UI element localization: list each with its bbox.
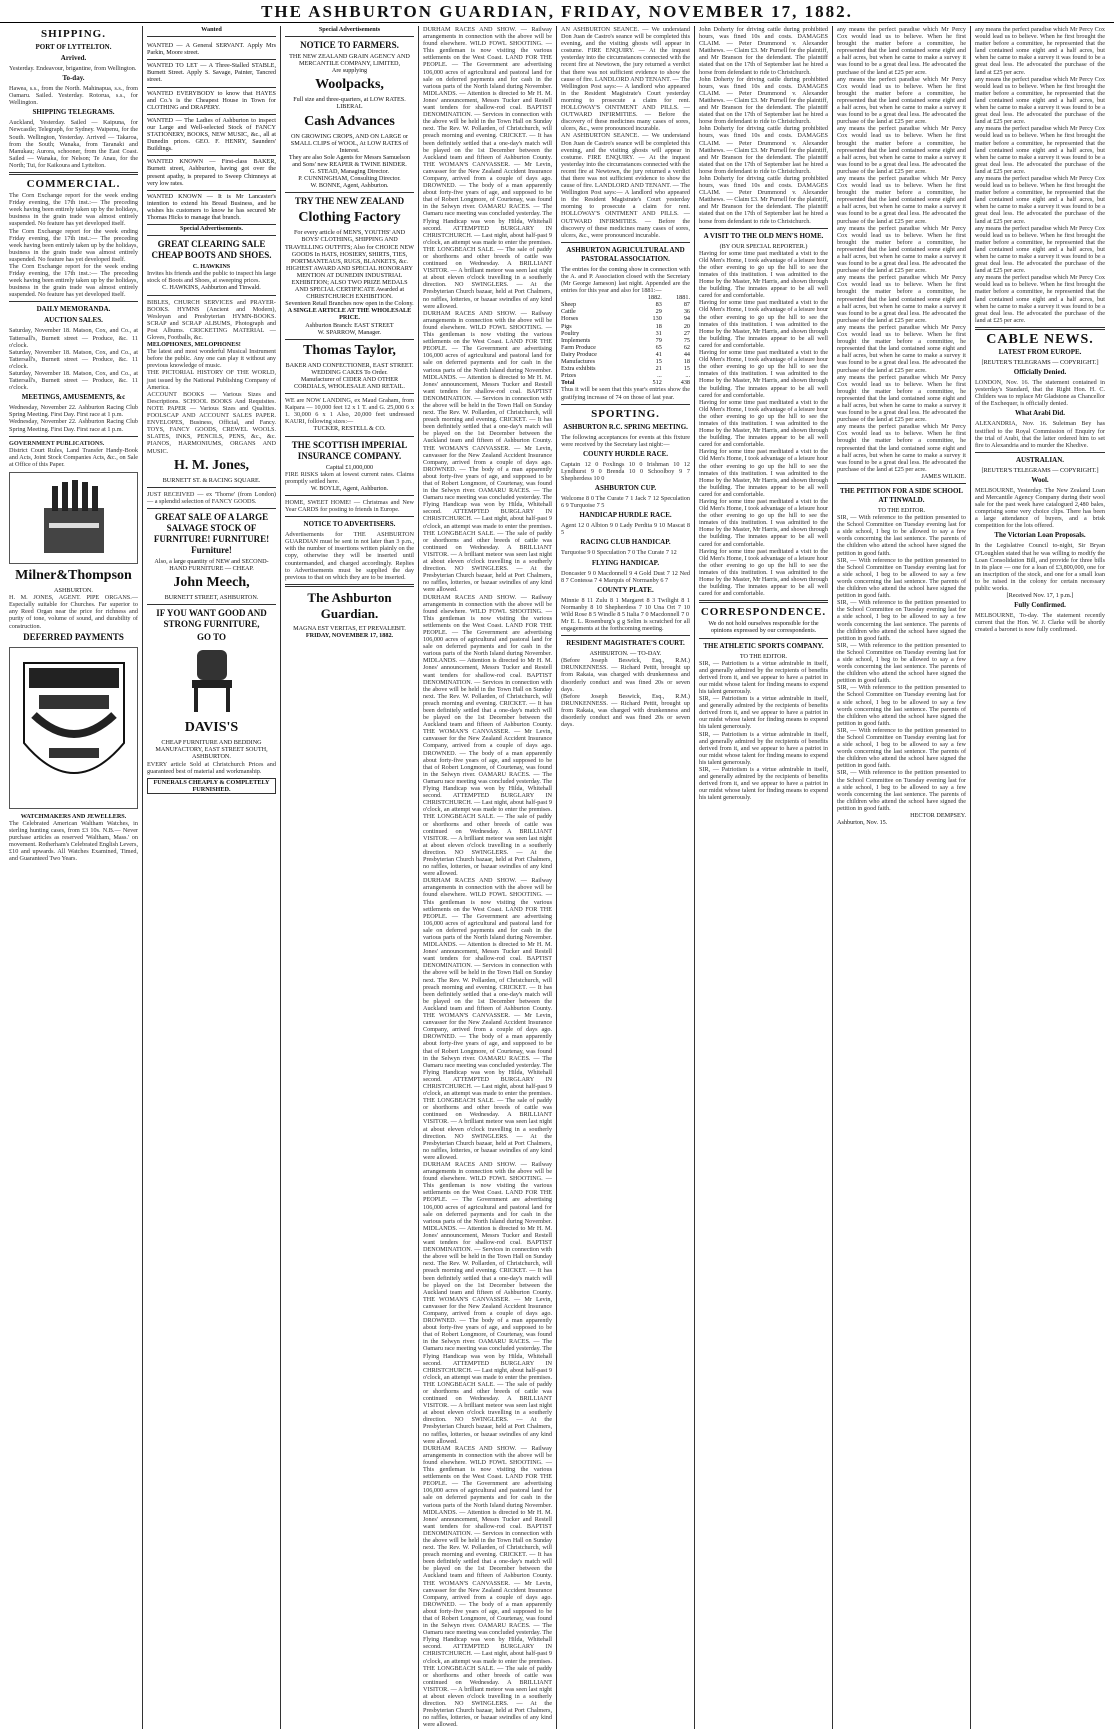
entries-cell-y1882: 83 (655, 301, 662, 309)
news-text-6b: John Doherty for driving cattle during prohibited hours, was fined 10s and costs. DAMAGES CLAIM. — Peter Drummond v. Alexander Matthews. — Claim £3. Mr Purnell for the plaintiff, and Mr Branson for the defendant. The plaintiff stated that on the 17th of September last he hired a horse from defendant to ride to Christchurch. (699, 75, 828, 126)
visit-text-e: Having for some time past meditated a visit to the Old Men's Home, I took advantage of a leisure hour the other evening to go up the hill to see the inmates of this institution. I was admitted to the Home by the Master, Mr Harris, and shown through the building. The inmates appear to be all well cared for and comfortable. (699, 448, 828, 498)
racing-text: Turquoise 9 0 Speculation 7 0 The Curate 7 12 (561, 549, 677, 557)
tucker: TUCKER, RESTELL & CO. (313, 425, 386, 433)
handicap-heading: HANDICAP HURDLE RACE. (579, 511, 672, 520)
entries-cell-name: Prizes (561, 372, 577, 380)
court-sub: ASHBURTON. — TO-DAY. (589, 650, 662, 658)
wanted-ad-6: WANTED KNOWN — It is Mr Lancaster's intention to extend his Bread Business, and he wishes his customers to know he has secured Mr Thomas Hicks to manage that branch. (147, 191, 276, 225)
entries-cell-y1881: 20 (683, 322, 690, 330)
news-text-7b: any means the perfect paradise which Mr Percy Cox would lead us to believe. When he first brought the matter before a committee, he represented that the land contained some eight and a half acres, but when he came to make a survey it was found to be a great deal less. He advocated the purchase of the land at £25 per acre. (837, 75, 966, 126)
adams-logo (9, 647, 138, 809)
auction-text-2: Saturday, November 18. Matson, Cox, and Co., at Tattersall's, Burnett street — Produce, &c. 11 o'clock. (9, 348, 138, 370)
athletic-to: TO THE EDITOR. (739, 652, 788, 660)
auction-text: Saturday, November 18. Matson, Cox, and Co., at Tattersall's, Burnett street — Produce, &c. 11 o'clock. (9, 327, 138, 349)
retail-text: Seventeen Retail Branches now open in the Colony. (285, 300, 414, 308)
entries-cell-y1881: 94 (683, 315, 690, 323)
newspaper-title: THE ASHBURTON GUARDIAN, FRIDAY, NOVEMBER 17, 1882. (261, 2, 853, 21)
entries-cell-y1881: 15 (683, 365, 690, 373)
news-text-8a: any means the perfect paradise which Mr Percy Cox would lead us to believe. When he first brought the matter before a committee, he represented that the land contained some eight and a half acres, but when he came to make a survey it was found to be a great deal less. He advocated the purchase of the land at £25 per acre. (975, 26, 1105, 76)
total-1881: 438 (680, 379, 690, 387)
wedding: WEDDING CAKES To Order. (311, 368, 388, 376)
agr-text: The entries for the coming show in connection with the A. and P. Association closed with the Secretary (Mr George Jameson) last night. Appended are the entries for this year and also for 1881:— (561, 265, 690, 295)
visit-text-b: Having for some time past meditated a visit to the Old Men's Home, I took advantage of a leisure hour the other evening to go up the hill to see the inmates of this institution. I was admitted to the Home by the Master, Mr Harris, and shown through the building. The inmates appear to be all well cared for and comfortable. (699, 299, 828, 349)
visit-text-d: Having for some time past meditated a visit to the Old Men's Home, I took advantage of a leisure hour the other evening to go up the hill to see the inmates of this institution. I was admitted to the Home by the Master, Mr Harris, and shown through the building. The inmates appear to be all well cared for and comfortable. (699, 398, 828, 449)
entries-head-b: 1882. (647, 294, 662, 302)
news-text-f: DURHAM RACES AND SHOW. — Railway arrangements in connection with the above will be found elsewhere. WILD FOWL SHOOTING. — This gentleman is now visiting the various settlements on the West Coast. LAND FOR THE PEOPLE. — The Government are advertising 106,000 acres of agricultural and pastoral land for sale on deferred payments and for cash in the various parts of the North Island during November. MIDLANDS. — Attention is directed to Mr H. M. Jones' announcement, Messrs Tucker and Restell want tenders for shallow-rod coal. BAPTIST DENOMINATION. — Services in connection with the above will be held in the Town Hall on Sunday next. The Rev. W. Pollarden, of Christchurch, will preach morning and evening. CRICKET. — It has been definitely settled that a one-day's match will be played on the 1st December between the Auckland team and fifteen of Ashburton County. THE WOMAN'S CANVASSER. — Mr Levin, canvasser for the New Zealand Accident Insurance Company, arrived from a couple of days ago. DROWNED. — The body of a man apparently about forty-five years of age, and supposed to be that of Robert Longmore, of Courtenay, was found in the Selwyn river. OAMARU RACES. — The Oamaru race meeting was concluded yesterday. The Flying Handicap was won by Hilda, Whitehall second. ATTEMPTED BURGLARY IN CHRISTCHURCH. — Last night, about half-past 9 o'clock, an attempt was made to enter the premises. THE LONGBEACH SALE. — The sale of paddy or shorthorns and other breeds of cattle was continued on Wednesday. A BRILLIANT VISITOR. — A brilliant meteor was seen last night at about eleven o'clock travelling in a southerly direction. NO SWINGLERS. — At the Presbyterian Church bazaar, held at Port Chalmers, no raffles, lotteries, or bazaar swindles of any kind were allowed. (423, 1444, 552, 1729)
jones-sub: BURNETT ST. & RACING SQUARE. (162, 476, 261, 484)
crops-text: ON GROWING CROPS, AND ON LARGE or SMALL CLIPS of WOOL, At LOW RATES of Interest. (290, 132, 409, 154)
entries-cell-y1881: 36 (683, 308, 690, 316)
entries-cell-name: Horses (561, 315, 579, 323)
deferred-heading: DEFERRED PAYMENTS (23, 631, 124, 642)
auction-text-3: Saturday, November 18. Matson, Cox, and Co., at Tattersall's, Burnett street — Produce, &c. 11 o'clock. (9, 370, 138, 392)
clothing-factory: Clothing Factory (298, 210, 401, 226)
news-text-8e: any means the perfect paradise which Mr Percy Cox would lead us to believe. When he first brought the matter before a committee, he represented that the land contained some eight and a half acres, but when he came to make a survey it was found to be a great deal less. He advocated the purchase of the land at £25 per acre. (975, 224, 1105, 275)
grain-agency: THE NEW ZEALAND GRAIN AGENCY AND MERCANTILE COMPANY, LIMITED, (289, 53, 410, 68)
page-columns (5, 26, 1109, 1729)
notice-adv: NOTICE TO ADVERTISERS. (303, 520, 396, 529)
woolpacks: Woolpacks, (315, 77, 384, 93)
hurdle-text: Captain 12 0 Foxlings 10 0 Irishman 10 12 Lyndhurst 9 0 Brenda 10 0 Schoolboy 9 7 Shepherdess 10 0 (561, 460, 690, 482)
petition-text-f: SIR, — With reference to the petition presented to the School Committee on Tuesday evening last for a side school, I beg to be allowed to say a few words concerning the last sentence. The parents of the children who attend the school have signed the petition in good faith. (837, 726, 966, 770)
racing-heading: RACING CLUB HANDICAP. (580, 538, 671, 547)
wool-text: MELBOURNE, Yesterday. The New Zealand Loan and Mercantile Agency Company during their wool sale for the past week have catalogued 2,480 bales, comprising some very choice clips. There has been a large attendance of buyers, and a brisk competition for the lots offered. (975, 486, 1105, 530)
news-text-6a: John Doherty for driving cattle during prohibited hours, was fined 10s and costs. DAMAGES CLAIM. — Peter Drummond v. Alexander Matthews. — Claim £3. Mr Purnell for the plaintiff, and Mr Branson for the defendant. The plaintiff stated that on the 17th of September last he hired a horse from defendant to ride to Christchurch. (699, 26, 828, 76)
entries-cell-y1882: 65 (655, 343, 662, 351)
entries-cell-y1882: 21 (655, 365, 662, 373)
masthead (0, 0, 1114, 23)
entries-row (561, 351, 690, 358)
cup-text: Welcome 8 0 The Curate 7 1 Jack 7 12 Speculation 6 9 Turquoise 7 5 (561, 495, 690, 510)
meetings-text-2: Wednesday, November 22. Ashburton Racing Club Spring Meeting. First Day. First race at 1 p.m. (9, 418, 138, 433)
column-3 (281, 26, 419, 1729)
wool-heading: Wool. (1031, 475, 1049, 484)
entries-row (561, 330, 690, 337)
column-7 (833, 26, 971, 1729)
denied-heading: Officially Denied. (1013, 368, 1067, 377)
entries-row (561, 344, 690, 351)
news-text-6d: John Doherty for driving cattle during prohibited hours, was fined 10s and costs. DAMAGES CLAIM. — Peter Drummond v. Alexander Matthews. — Claim £3. Mr Purnell for the plaintiff, and Mr Branson for the defendant. The plaintiff stated that on the 17th of September last he hired a horse from defendant to ride to Christchurch. (699, 174, 828, 225)
milner-text: H. M. JONES, AGENT. PIPE ORGANS.— Especially suitable for Churches. Far superior to any Reed Organ near the price for richness and purity of tone, volume of sound, and durability of construction. (9, 594, 138, 630)
chair-illustration (147, 645, 276, 717)
list-2: ACCOUNT BOOKS — Various Sizes and Descriptions. SCHOOL BOOKS And Requisites. NOTE PAPER — Various Sizes and Qualities. FOOLSCAP AND ACCOUNT SALES PAPER. ENVELOPES, Business, Official, and Fancy. TOYS, FANCY GOODS, CREWEL WOOLS. SLATES, INKS, PENCILS, PENS, &c., &c. PIANOS, HARMONIUMS, ORGANS AND MUSIC. (147, 390, 276, 455)
petition-text-a: SIR, — With reference to the petition presented to the School Committee on Tuesday evening last for a side school, I beg to be allowed to say a few words concerning the last sentence. The parents of the children who attend the school have signed the petition in good faith. (837, 514, 966, 557)
entries-row (561, 301, 690, 308)
port-heading: PORT OF LYTTELTON. (35, 43, 112, 51)
entries-head-row (561, 294, 690, 301)
fully-text: MELBOURNE, To-day. The statement recently current that the Hon. W. J. Clarke will be shortly created a baronet is now fully confirmed. (975, 612, 1105, 634)
meech-title: John Meech, (173, 575, 250, 591)
full-size: Full size and three-quarters, at LOW RATES. (293, 96, 406, 104)
petition-text-b: SIR, — With reference to the petition presented to the School Committee on Tuesday evening last for a side school, I beg to be allowed to say a few words concerning the last sentence. The parents of the children who attend the school have signed the petition in good faith. (837, 556, 966, 600)
petition-text-g: SIR, — With reference to the petition presented to the School Committee on Tuesday evening last for a side school, I beg to be allowed to say a few words concerning the last sentence. The parents of the children who attend the school have signed the petition in good faith. (837, 769, 966, 812)
column-2 (143, 26, 281, 1729)
entries-row (561, 315, 690, 322)
today-text: Hawea, s.s., from the North. Mahinapua, s.s., from Oamaru. Sailed. Yesterday. Rotorua, s.s., for Wellington. (9, 85, 138, 107)
news-text-8b: any means the perfect paradise which Mr Percy Cox would lead us to believe. When he first brought the matter before a committee, he represented that the land contained some eight and a half acres, but when he came to make a survey it was found to be a great deal less. He advocated the purchase of the land at £25 per acre. (975, 75, 1105, 126)
go-to: GO TO (197, 632, 226, 643)
date-line: FRIDAY, NOVEMBER 17, 1882. (305, 631, 394, 639)
entries-cell-name: Pigs (561, 322, 572, 330)
arabi-text: ALEXANDRIA, Nov. 16. Suleiman Bey has testified to the Royal Commission of Enquiry for the trial of Arabi, that the latter ordered him to set fire to Alexandria and to murder the Khedive. (975, 420, 1105, 449)
loan-text: In the Legislative Council to-night, Sir Bryan O'Loughlen stated that he was willing to modify the Loan Consolidation Bill, and provide for three bills in its place — one for a loan of £3,800,000, one for an inscription of the stock, and one for a small loan to be raised in the colony for certain necessary public works. (975, 542, 1105, 592)
funerals: FUNERALS CHEAPLY & COMPLETELY FURNISHED. (147, 778, 276, 794)
news-text-7h: any means the perfect paradise which Mr Percy Cox would lead us to believe. When he first brought the matter before a committee, he represented that the land contained some eight and a half acres, but when he came to make a survey it was found to be a great deal less. He advocated the purchase of the land at £25 per acre. (837, 373, 966, 424)
hawkins-name: C. HAWKINS (192, 263, 231, 271)
news-text-7c: any means the perfect paradise which Mr Percy Cox would lead us to believe. When he first brought the matter before a committee, he represented that the land contained some eight and a half acres, but when he came to make a survey it was found to be a great deal less. He advocated the purchase of the land at £25 per acre. (837, 125, 966, 175)
special-heading-3: Special Advertisements (318, 26, 381, 33)
total-name: Total (561, 379, 575, 387)
arrived-text: Yesterday. Endeavour, brigantine, from Wellington. (9, 65, 137, 72)
fire-text: FIRE RISKS taken at lowest current rates. Claims promptly settled here. (285, 470, 414, 485)
milner-sub: ASHBURTON. (54, 587, 93, 595)
visit-text-f: Having for some time past meditated a visit to the Old Men's Home, I took advantage of a leisure hour the other evening to go up the hill to see the inmates of this institution. I was admitted to the Home by the Master, Mr Harris, and shown through the building. The inmates appear to be all well cared for and comfortable. (699, 498, 828, 548)
commercial-heading: COMMERCIAL. (26, 178, 121, 191)
boyle: W. BOYLE, Agent, Ashburton. (310, 484, 389, 492)
entries-table (561, 294, 690, 386)
agents-text: They are also Sole Agents for Messrs Samuelson and Sons' new REAPER & TWINE BINDER. (288, 153, 411, 168)
hurdle-heading: COUNTY HURDLE RACE. (582, 449, 669, 458)
melophones-text: The latest and most wonderful Musical Instrument before the public. Any one can play it without any previous knowledge of music. (147, 348, 276, 370)
commercial-text-3: The Corn Exchange report for the week ending Friday evening, the 17th inst.:— The preceding week having been entirely taken up by the holidays, business in the grain trade was almost entirely suspended. No feature has yet developed itself. (9, 262, 138, 299)
davis-text: CHEAP FURNITURE AND BEDDING MANUFACTORY, EAST STREET SOUTH, ASHBURTON. (155, 739, 268, 761)
every-article: EVERY article Sold at Christchurch Prices and guaranteed best of material and workmanship. (147, 760, 276, 775)
award-text: HIGHEST AWARD AND SPECIAL HONORARY MENTION AT DUNEDIN INDUSTRIAL EXHIBITION; ALSO TWO PRIZE MEDALS AND SPECIAL CERTIFICATE Awarded at CHRISTCHURCH EXHIBITION. (285, 264, 414, 301)
news-text-5b: AN ASHBURTON SEANCE. — We understand Don Juan de Castro's seance will be completed this evening, and the visiting ghosts will appear in costume. FIRE ENQUIRY. — At the inquest yesterday into the circumstances connected with the recent fire at Newtown, the jury returned a verdict that there was not sufficient evidence to show the cause of fire. LANDLORD AND TENANT. — The Wellington Post says:— A landlord who appeared in the Resident Magistrate's Court yesterday morning to prosecute a claim for rent. HOLLOWAY'S OINTMENT AND PILLS. — OUTWARD INFIRMITIES. — Before the discovery of these medicines many cases of sores, ulcers, &c., were pronounced incurable. (561, 132, 690, 239)
athletic-text-b: SIR, — Patriotism is a virtue admirable in itself, and generally admired by the recipients of benefits derived from it, and we appear to have a patriot in our midst whose talent for finding means to expend his talent generously. (699, 695, 828, 731)
cunningham: P. CUNNINGHAM, Consulting Director. (298, 175, 401, 183)
commercial-text: The Corn Exchange report for the week ending Friday evening, the 17th inst.:— The preceding week having been entirely taken up by the holidays, business in the grain trade was almost entirely suspended. No feature has yet developed itself. (9, 192, 138, 228)
notice-farmers: NOTICE TO FARMERS. (300, 40, 399, 51)
watch-heading: WATCHMAKERS AND JEWELLERS. (20, 812, 127, 820)
entries-note: Thus it will be seen that this year's entries show the gratifying increase of 74 on those of last year. (561, 386, 690, 401)
entries-cell-y1882: 18 (655, 322, 662, 330)
entries-cell-name: Farm Produce (561, 343, 596, 351)
entries-row (561, 337, 690, 344)
single-text: A SINGLE ARTICLE AT THE WHOLESALE PRICE. (287, 307, 412, 322)
commercial-text-2: The Corn Exchange report for the week ending Friday evening, the 17th inst.:— The preceding week having been entirely taken up by the holidays, business in the grain trade was almost entirely suspended. No feature has yet developed itself. (9, 227, 138, 263)
cup-heading: ASHBURTON CUP. (594, 484, 657, 493)
davis-title: DAVIS'S (184, 720, 239, 736)
new-second: Also, a large quantity of NEW and SECOND-HAND FURNITURE — CHEAP. (154, 557, 269, 572)
entries-head-c: 1881. (676, 294, 690, 302)
flying-text: Doncaster 9 0 Macdonnell 9 4 Gold Dust 7 12 Ned 8 7 Contessa 7 4 Marquis of Normanby 6 7 (561, 569, 690, 584)
great-sale: GREAT SALE OF A LARGE SALVAGE STOCK OF FURNITURE! FURNITURE! Furniture! (153, 511, 270, 555)
entries-cell-y1881: 44 (683, 350, 690, 358)
wanted-ad-5: WANTED KNOWN — First-class BAKER, Burnett street, Ashburton, having got over the present apathy, is prepared to Sweep Chimneys at very low rates. (147, 156, 276, 190)
scottish: THE SCOTTISH IMPERIAL INSURANCE COMPANY. (291, 439, 408, 461)
plate-heading: COUNTY PLATE. (597, 585, 654, 594)
entries-row (561, 372, 690, 379)
guardian-title: The Ashburton Guardian. (307, 589, 392, 621)
fully-heading: Fully Confirmed. (1014, 601, 1066, 610)
entries-cell-y1882: ... (657, 372, 662, 380)
meech-sub: BURNETT STREET, ASHBURTON. (164, 594, 259, 602)
petition-text-c: SIR, — With reference to the petition presented to the School Committee on Tuesday evening last for a side school, I beg to be allowed to say a few words concerning the last sentence. The parents of the children who attend the school have signed the petition in good faith. (837, 599, 966, 642)
try-nz: TRY THE NEW ZEALAND (294, 196, 405, 207)
total-1882: 512 (652, 379, 662, 387)
petition-text-e: SIR, — With reference to the petition presented to the School Committee on Tuesday evening last for a side school, I beg to be allowed to say a few words concerning the last sentence. The parents of the children who attend the school have signed the petition in good faith. (837, 684, 966, 727)
taylor-sub: BAKER AND CONFECTIONER, EAST STREET. (285, 361, 414, 369)
entries-row (561, 365, 690, 372)
entries-cell-y1882: 79 (655, 336, 662, 344)
taylor-title: Thomas Taylor, (303, 342, 396, 358)
organ-icon (34, 478, 114, 558)
sign-dempsey-place: Ashburton, Nov. 15. (837, 819, 888, 827)
entries-head-a (561, 294, 634, 301)
aus-heading: AUSTRALIAN. (1015, 455, 1065, 464)
entries-cell-y1881: 27 (683, 329, 690, 337)
agr-heading: ASHBURTON AGRICULTURAL AND PASTORAL ASSOCIATION. (566, 245, 685, 263)
today-heading: To-day. (62, 74, 85, 83)
hawkins-sign: C. HAWKINS, Ashburton and Tinwald. (162, 284, 261, 292)
entries-row (561, 323, 690, 330)
entries-cell-y1882: 29 (655, 308, 662, 316)
news-text-d: DURHAM RACES AND SHOW. — Railway arrangements in connection with the above will be found elsewhere. WILD FOWL SHOOTING. — This gentleman is now visiting the various settlements on the West Coast. LAND FOR THE PEOPLE. — The Government are advertising 106,000 acres of agricultural and pastoral land for sale on deferred payments and for cash in the various parts of the North Island during November. MIDLANDS. — Attention is directed to Mr H. M. Jones' announcement, Messrs Tucker and Restell want tenders for shallow-rod coal. BAPTIST DENOMINATION. — Services in connection with the above will be held in the Town Hall on Sunday next. The Rev. W. Pollarden, of Christchurch, will preach morning and evening. CRICKET. — It has been definitely settled that a one-day's match will be played on the 1st December between the Auckland team and fifteen of Ashburton County. THE WOMAN'S CANVASSER. — Mr Levin, canvasser for the New Zealand Accident Insurance Company, arrived from a couple of days ago. DROWNED. — The body of a man apparently about forty-five years of age, and supposed to be that of Robert Longmore, of Courtenay, was found in the Selwyn river. OAMARU RACES. — The Oamaru race meeting was concluded yesterday. The Flying Handicap was won by Hilda, Whitehall second. ATTEMPTED BURGLARY IN CHRISTCHURCH. — Last night, about half-past 9 o'clock, an attempt was made to enter the premises. THE LONGBEACH SALE. — The sale of paddy or shorthorns and other breeds of cattle was continued on Wednesday. A BRILLIANT VISITOR. — A brilliant meteor was seen last night at about eleven o'clock travelling in a southerly direction. NO SWINGLERS. — At the Presbyterian Church bazaar, held at Port Chalmers, no raffles, lotteries, or bazaar swindles of any kind were allowed. (423, 877, 552, 1161)
memoranda-heading: DAILY MEMORANDA. (36, 305, 111, 314)
denied-text: LONDON, Nov. 16. The statement contained in yesterday's Standard, that the Right Hon. H. C. Childers was to replace Mr Gladstone as Chancellor of the Exchequer, is officially denied. (975, 379, 1105, 408)
liberal: LIBERAL (336, 103, 363, 111)
news-text-7i: any means the perfect paradise which Mr Percy Cox would lead us to believe. When he first brought the matter before a committee, he represented that the land contained some eight and a half acres, but when he came to make a survey it was found to be a great deal less. He advocated the purchase of the land at £25 per acre. (837, 423, 966, 473)
gov-text: District Court Rules, Land Transfer Handy-Book and Acts, Joint Stock Companies Acts, &c., on Sale at Office of this Paper. (9, 446, 138, 468)
athletic-text-a: SIR, — Patriotism is a virtue admirable in itself, and generally admired by the recipients of benefits derived from it, and we appear to have a patriot in our midst whose talent for finding means to expend his talent generously. (699, 659, 828, 695)
hawkins-text: Invites his friends and the public to inspect his large stock of Boots and Shoes, at sweeping prices. (147, 270, 276, 285)
wanted-ad-1: WANTED — A General SERVANT. Apply Mrs Parkin, Moore street. (147, 40, 276, 60)
supplying: Are supplying (331, 67, 368, 75)
meetings-text: Wednesday, November 22. Ashburton Racing Club Spring Meeting. First Day. First race at 1 p.m. (9, 404, 138, 419)
telegrams-heading: SHIPPING TELEGRAMS. (32, 108, 115, 117)
entries-cell-y1882: 15 (655, 358, 662, 366)
sporting-heading: SPORTING. (591, 407, 660, 420)
handicap-text: Agent 12 0 Albion 9 0 Lady Perdita 9 10 Mascat 8 5 (561, 522, 690, 537)
great-clearing: GREAT CLEARING SALE CHEAP BOOTS AND SHOES. (151, 239, 272, 261)
just-received: JUST RECEIVED — ex 'Thorne' (from London) — a splendid selection of FANCY GOODS. (147, 490, 276, 505)
received-line: [Received Nov. 17, 1 p.m.] (1006, 592, 1074, 600)
athletic-heading: THE ATHLETIC SPORTS COMPANY. (703, 641, 824, 650)
entries-cell-name: Extra exhibits (561, 365, 596, 373)
milner-title: Milner&Thompson (15, 568, 132, 584)
column-1 (5, 26, 143, 1729)
news-text-b: DURHAM RACES AND SHOW. — Railway arrangements in connection with the above will be found elsewhere. WILD FOWL SHOOTING. — This gentleman is now visiting the various settlements on the West Coast. LAND FOR THE PEOPLE. — The Government are advertising 106,000 acres of agricultural and pastoral land for sale on deferred payments and for cash in the various parts of the North Island during November. MIDLANDS. — Attention is directed to Mr H. M. Jones' announcement, Messrs Tucker and Restell want tenders for shallow-rod coal. BAPTIST DENOMINATION. — Services in connection with the above will be held in the Town Hall on Sunday next. The Rev. W. Pollarden, of Christchurch, will preach morning and evening. CRICKET. — It has been definitely settled that a one-day's match will be played on the 1st December between the Auckland team and fifteen of Ashburton County. THE WOMAN'S CANVASSER. — Mr Levin, canvasser for the New Zealand Accident Insurance Company, arrived from a couple of days ago. DROWNED. — The body of a man apparently about forty-five years of age, and supposed to be that of Robert Longmore, of Courtenay, was found in the Selwyn river. OAMARU RACES. — The Oamaru race meeting was concluded yesterday. The Flying Handicap was won by Hilda, Whitehall second. ATTEMPTED BURGLARY IN CHRISTCHURCH. — Last night, about half-past 9 o'clock, an attempt was made to enter the premises. THE LONGBEACH SALE. — The sale of paddy or shorthorns and other breeds of cattle was continued on Wednesday. A BRILLIANT VISITOR. — A brilliant meteor was seen last night at about eleven o'clock travelling in a southerly direction. NO SWINGLERS. — At the Presbyterian Church bazaar, held at Port Chalmers, no raffles, lotteries, or bazaar swindles of any kind were allowed. (423, 309, 552, 594)
news-text-8c: any means the perfect paradise which Mr Percy Cox would lead us to believe. When he first brought the matter before a committee, he represented that the land contained some eight and a half acres, but when he came to make a survey it was found to be a great deal less. He advocated the purchase of the land at £25 per acre. (975, 125, 1105, 175)
entries-cell-name: Dairy Produce (561, 350, 597, 358)
europe-heading: LATEST FROM EUROPE. (998, 347, 1082, 356)
entries-row (561, 358, 690, 365)
court-text: (Before Joseph Beswick, Esq., R.M.) DRUNKENNESS. — Richard Pettit, brought up from Rakaia, was charged with drunkenness and disorderly conduct and was fined 20s or seven days. (561, 657, 690, 693)
news-text-7e: any means the perfect paradise which Mr Percy Cox would lead us to believe. When he first brought the matter before a committee, he represented that the land contained some eight and a half acres, but when he came to make a survey it was found to be a great deal less. He advocated the purchase of the land at £25 per acre. (837, 224, 966, 275)
court-heading: RESIDENT MAGISTRATE'S COURT. (566, 639, 685, 648)
arrived-heading: Arrived. (60, 54, 87, 62)
cash-advances: Cash Advances (304, 113, 395, 129)
history-text: THE PICTORIAL HISTORY OF THE WORLD, just issued by the National Publishing Company of America. (147, 369, 276, 391)
column-5 (557, 26, 695, 1729)
list-1: BIBLES, CHURCH SERVICES and PRAYER-BOOKS. HYMNS (Ancient and Modern), Wesleyan and Presbyterian HYMN-BOOKS. SCRAP and SCRAP ALBUMS, Photograph and Post Albums. CRICKETING MATERIAL — Gloves, Footballs, &c. (147, 298, 276, 341)
reuter-line: [REUTER'S TELEGRAMS — COPYRIGHT.] (981, 358, 1099, 366)
news-text-8f: any means the perfect paradise which Mr Percy Cox would lead us to believe. When he first brought the matter before a committee, he represented that the land contained some eight and a half acres, but when he came to make a survey it was found to be a great deal less. He advocated the purchase of the land at £25 per acre. (975, 274, 1105, 324)
wanted-ad-2: WANTED TO LET — A Three-Stalled STABLE, Burnett Street. Apply S. Savage, Painter, Tancred street. (147, 60, 276, 87)
if-you-want: IF YOU WANT GOOD AND STRONG FURNITURE, (156, 608, 267, 630)
sign-dempsey: HECTOR DEMPSEY. (910, 812, 966, 820)
entries-cell-y1882: 31 (655, 329, 662, 337)
stead: G. STEAD, Managing Director. (309, 168, 390, 176)
jones-title: H. M. Jones, (173, 457, 250, 473)
shipping-heading: SHIPPING. (41, 28, 106, 40)
arabi-heading: What Arabi Did. (1015, 409, 1065, 418)
capital: Capital £1,000,000 (325, 463, 374, 471)
gov-heading: GOVERNMENT PUBLICATIONS. (9, 439, 105, 447)
east-text: Ashburton Branch: EAST STREET (305, 321, 394, 329)
organ-illustration (9, 472, 138, 564)
meetings-heading: MEETINGS, AMUSEMENTS, &c (21, 393, 126, 402)
sporting-text: The following acceptances for events at this fixture were received by the Secretary last night:— (561, 433, 690, 448)
flying-heading: FLYING HANDICAP. (591, 558, 660, 567)
corr-sub: We do not hold ourselves responsible for the opinions expressed by our correspondents. (708, 620, 819, 635)
sporting-sub: ASHBURTON R.C. SPRING MEETING. (563, 422, 688, 431)
adams-shield-icon (14, 653, 134, 803)
sparrow: W. SPARROW, Manager. (317, 328, 382, 336)
petition-to: TO THE EDITOR. (877, 507, 926, 514)
news-text-c: DURHAM RACES AND SHOW. — Railway arrangements in connection with the above will be found elsewhere. WILD FOWL SHOOTING. — This gentleman is now visiting the various settlements on the West Coast. LAND FOR THE PEOPLE. — The Government are advertising 106,000 acres of agricultural and pastoral land for sale on deferred payments and for cash in the various parts of the North Island during November. MIDLANDS. — Attention is directed to Mr H. M. Jones' announcement, Messrs Tucker and Restell want tenders for shallow-rod coal. BAPTIST DENOMINATION. — Services in connection with the above will be held in the Town Hall on Sunday next. The Rev. W. Pollarden, of Christchurch, will preach morning and evening. CRICKET. — It has been definitely settled that a one-day's match will be played on the 1st December between the Auckland team and fifteen of Ashburton County. THE WOMAN'S CANVASSER. — Mr Levin, canvasser for the New Zealand Accident Insurance Company, arrived from a couple of days ago. DROWNED. — The body of a man apparently about forty-five years of age, and supposed to be that of Robert Longmore, of Courtenay, was found in the Selwyn river. OAMARU RACES. — The Oamaru race meeting was concluded yesterday. The Flying Handicap was won by Hilda, Whitehall second. ATTEMPTED BURGLARY IN CHRISTCHURCH. — Last night, about half-past 9 o'clock, an attempt was made to enter the premises. THE LONGBEACH SALE. — The sale of paddy or shorthorns and other breeds of cattle was continued on Wednesday. A BRILLIANT VISITOR. — A brilliant meteor was seen last night at about eleven o'clock travelling in a southerly direction. NO SWINGLERS. — At the Presbyterian Church bazaar, held at Port Chalmers, no raffles, lotteries, or bazaar swindles of any kind were allowed. (423, 593, 552, 878)
home-text: HOME, SWEET HOME! — Christmas and New Year CARDS for posting to friends in Europe. (285, 498, 414, 514)
wanted-ad-4: WANTED — The Ladies of Ashburton to inspect our Large and Well-selected Stock of FANCY STATIONERY, BOOKS, NEW MUSIC, &c., all at Dunedin prices. GEO. F. HENRY, Saunders' Buildings. (147, 115, 276, 156)
entries-cell-y1881: 87 (683, 301, 690, 309)
petition-text-d: SIR, — With reference to the petition presented to the School Committee on Tuesday evening last for a side school, I beg to be allowed to say a few words concerning the last sentence. The parents of the children who attend the school have signed the petition in good faith. (837, 641, 966, 685)
clothing-text: For every article of MEN'S, YOUTHS' AND BOYS' CLOTHING, SHIPPING AND TRAVELLING OUTFITS; Also for CHOICE NEW GOODS In HATS, HOSIERY, SHIRTS, TIES, PORTMANTEAUS, RUGS, BLANKETS, &c. (285, 229, 414, 265)
column-8 (971, 26, 1109, 1729)
news-text-a: DURHAM RACES AND SHOW. — Railway arrangements in connection with the above will be found elsewhere. WILD FOWL SHOOTING. — This gentleman is now visiting the various settlements on the West Coast. LAND FOR THE PEOPLE. — The Government are advertising 106,000 acres of agricultural and pastoral land for sale on deferred payments and for cash in the various parts of the North Island during November. MIDLANDS. — Attention is directed to Mr H. M. Jones' announcement, Messrs Tucker and Restell want tenders for shallow-rod coal. BAPTIST DENOMINATION. — Services in connection with the above will be held in the Town Hall on Sunday next. The Rev. W. Pollarden, of Christchurch, will preach morning and evening. CRICKET. — It has been definitely settled that a one-day's match will be played on the 1st December between the Auckland team and fifteen of Ashburton County. THE WOMAN'S CANVASSER. — Mr Levin, canvasser for the New Zealand Accident Insurance Company, arrived from a couple of days ago. DROWNED. — The body of a man apparently about forty-five years of age, and supposed to be that of Robert Longmore, of Courtenay, was found in the Selwyn river. OAMARU RACES. — The Oamaru race meeting was concluded yesterday. The Flying Handicap was won by Hilda, Whitehall second. ATTEMPTED BURGLARY IN CHRISTCHURCH. — Last night, about half-past 9 o'clock, an attempt was made to enter the premises. THE LONGBEACH SALE. — The sale of paddy or shorthorns and other breeds of cattle was continued on Wednesday. A BRILLIANT VISITOR. — A brilliant meteor was seen last night at about eleven o'clock travelling in a southerly direction. NO SWINGLERS. — At the Presbyterian Church bazaar, held at Port Chalmers, no raffles, lotteries, or bazaar swindles of any kind were allowed. (423, 26, 552, 310)
melophones-heading: MELOPHONES, MELOPHONES! (147, 341, 241, 349)
cable-heading: CABLE NEWS. (986, 331, 1094, 347)
auction-heading: AUCTION SALES. (44, 316, 103, 325)
entries-cell-y1882: 130 (652, 315, 662, 323)
entries-cell-name: Poultry (561, 329, 580, 337)
entries-cell-name: Implements (561, 336, 591, 344)
entries-cell-y1881: ... (685, 372, 690, 380)
special-heading: Special Advertisements. (180, 225, 243, 233)
motto: MAGNA EST VERITAS, ET PREVALEBIT. (293, 624, 406, 632)
visit-heading: A VISIT TO THE OLD MEN'S HOME. (703, 231, 824, 240)
sign-wilkie: JAMES WILKIE. (921, 472, 966, 480)
athletic-text-c: SIR, — Patriotism is a virtue admirable in itself, and generally admired by the recipients of benefits derived from it, and we appear to have a patriot in our midst whose talent for finding means to expend his talent generously. (699, 730, 828, 766)
telegrams-text: Auckland, Yesterday. Sailed — Kaipuna, for Newcastle; Telegraph, for Sydney. Waipenu, for the South. Wellington, Yesterday. Arrived — Takaroa, from the South; Wanaka, from Taranaki and Manukau; Aurora, schooner, from the East Coast. Sailed — Wanaka, for Nelson; Te Anau, for the North; Tui, for Kaikoura and Lyttelton. (9, 119, 138, 169)
news-text-7d: any means the perfect paradise which Mr Percy Cox would lead us to believe. When he first brought the matter before a committee, he represented that the land contained some eight and a half acres, but when he came to make a survey it was found to be a great deal less. He advocated the purchase of the land at £25 per acre. (837, 174, 966, 225)
news-text-6c: John Doherty for driving cattle during prohibited hours, was fined 10s and costs. DAMAGES CLAIM. — Peter Drummond v. Alexander Matthews. — Claim £3. Mr Purnell for the plaintiff, and Mr Branson for the defendant. The plaintiff stated that on the 17th of September last he hired a horse from defendant to ride to Christchurch. (699, 125, 828, 175)
entries-row (561, 308, 690, 315)
loan-heading: The Victorian Loan Proposals. (994, 531, 1086, 540)
entries-cell-y1881: 18 (683, 358, 690, 366)
wanted-ad-3: WANTED EVERYBODY to know that HAYES and Co.'s is the Cheapest House in Town for CLOTHING and DRAPERY. (147, 88, 276, 115)
court-text-2: (Before Joseph Beswick, Esq., R.M.) DRUNKENNESS. — Richard Pettit, brought up from Rakaia, was charged with drunkenness and disorderly conduct and was fined 20s or seven days. (561, 692, 690, 729)
entries-cell-y1882: 41 (655, 350, 662, 358)
wanted-heading: Wanted (201, 26, 222, 33)
athletic-text-d: SIR, — Patriotism is a virtue admirable in itself, and generally admired by the recipients of benefits derived from it, and we appear to have a patriot in our midst whose talent for finding means to expend his talent generously. (699, 766, 828, 802)
plate-text: Minnie 8 11 Zulu 8 1 Margaret 8 3 Twilight 8 1 Normanby 8 10 Shepherdess 7 10 Una Ort 7 10 Wild Rose 8 5 Windle 8 5 Italia 7 0 Macdonnell 7 0 (561, 596, 690, 618)
aus-reuter: [REUTER'S TELEGRAMS — COPYRIGHT.] (981, 466, 1099, 474)
cider: Manufacturer of CIDER AND OTHER CORDIALS, WHOLESALE AND RETAIL. (294, 375, 405, 390)
news-text-8d: any means the perfect paradise which Mr Percy Cox would lead us to believe. When he first brought the matter before a committee, he represented that the land contained some eight and a half acres, but when he came to make a survey it was found to be a great deal less. He advocated the purchase of the land at £25 per acre. (975, 174, 1105, 225)
news-text-7f: any means the perfect paradise which Mr Percy Cox would lead us to believe. When he first brought the matter before a committee, he represented that the land contained some eight and a half acres, but when he came to make a survey it was found to be a great deal less. He advocated the purchase of the land at £25 per acre. (837, 274, 966, 324)
news-text-7a: any means the perfect paradise which Mr Percy Cox would lead us to believe. When he first brought the matter before a committee, he represented that the land contained some eight and a half acres, but when he came to make a survey it was found to be a great deal less. He advocated the purchase of the land at £25 per acre. (837, 26, 966, 76)
entries-cell-y1881: 75 (683, 336, 690, 344)
adams-text: The Celebrated American Waltham Watches, in sterling hunting cases, from £3 10s. N.B.— Never purchase articles as reserved 'Waltham, Mass.' on movement. Rotherham's Celebrated English Levers, £10 and upwards. All Watches Examined, Timed, and Guaranteed Two Years. (9, 819, 138, 863)
closing-text: Mr E. L. Rosenburg's g g Selim is scratched for all engagements at the forthcoming meeting. (561, 618, 690, 633)
entries-cell-name: Manufactures (561, 358, 596, 366)
news-text-e: DURHAM RACES AND SHOW. — Railway arrangements in connection with the above will be found elsewhere. WILD FOWL SHOOTING. — This gentleman is now visiting the various settlements on the West Coast. LAND FOR THE PEOPLE. — The Government are advertising 106,000 acres of agricultural and pastoral land for sale on deferred payments and for cash in the various parts of the North Island during November. MIDLANDS. — Attention is directed to Mr H. M. Jones' announcement, Messrs Tucker and Restell want tenders for shallow-rod coal. BAPTIST DENOMINATION. — Services in connection with the above will be held in the Town Hall on Sunday next. The Rev. W. Pollarden, of Christchurch, will preach morning and evening. CRICKET. — It has been definitely settled that a one-day's match will be played on the 1st December between the Auckland team and fifteen of Ashburton County. THE WOMAN'S CANVASSER. — Mr Levin, canvasser for the New Zealand Accident Insurance Company, arrived from a couple of days ago. DROWNED. — The body of a man apparently about forty-five years of age, and supposed to be that of Robert Longmore, of Courtenay, was found in the Selwyn river. OAMARU RACES. — The Oamaru race meeting was concluded yesterday. The Flying Handicap was won by Hilda, Whitehall second. ATTEMPTED BURGLARY IN CHRISTCHURCH. — Last night, about half-past 9 o'clock, an attempt was made to enter the premises. THE LONGBEACH SALE. — The sale of paddy or shorthorns and other breeds of cattle was continued on Wednesday. A BRILLIANT VISITOR. — A brilliant meteor was seen last night at about eleven o'clock travelling in a southerly direction. NO SWINGLERS. — At the Presbyterian Church bazaar, held at Port Chalmers, no raffles, lotteries, or bazaar swindles of any kind were allowed. (423, 1161, 552, 1445)
column-4 (419, 26, 557, 1729)
entries-cell-name: Cattle (561, 308, 576, 316)
news-text-5a: AN ASHBURTON SEANCE. — We understand Don Juan de Castro's seance will be completed this evening, and the visiting ghosts will appear in costume. FIRE ENQUIRY. — At the inquest yesterday into the circumstances connected with the recent fire at Newtown, the jury returned a verdict that there was not sufficient evidence to show the cause of fire. LANDLORD AND TENANT. — The Wellington Post says:— A landlord who appeared in the Resident Magistrate's Court yesterday morning to prosecute a claim for rent. HOLLOWAY'S OINTMENT AND PILLS. — OUTWARD INFIRMITIES. — Before the discovery of these medicines many cases of sores, ulcers, &c., were pronounced incurable. (561, 26, 690, 133)
visit-sub: (BY OUR SPECIAL REPORTER.) (719, 242, 808, 250)
corr-heading: CORRESPONDENCE. (700, 606, 827, 619)
entries-cell-y1881: 62 (683, 343, 690, 351)
visit-text-c: Having for some time past meditated a visit to the Old Men's Home, I took advantage of a leisure hour the other evening to go up the hill to see the inmates of this institution. I was admitted to the Home by the Master, Mr Harris, and shown through the building. The inmates appear to be all well cared for and comfortable. (699, 349, 828, 399)
entries-total-row (561, 379, 690, 386)
kauri-text: WE are NOW LANDING, ex Maud Graham, from Kaipara — 10,000 feet 12 x 1 T. and G. 25,000 6 x 1. 30,000 6 x 1 Also, 20,000 feet undressed KAURI, following sizes:— (285, 397, 414, 426)
visit-text-g: Having for some time past meditated a visit to the Old Men's Home, I took advantage of a leisure hour the other evening to go up the hill to see the inmates of this institution. I was admitted to the Home by the Master, Mr Harris, and shown through the building. The inmates appear to be all well cared for and comfortable. (699, 547, 828, 598)
news-text-7g: any means the perfect paradise which Mr Percy Cox would lead us to believe. When he first brought the matter before a committee, he represented that the land contained some eight and a half acres, but when he came to make a survey it was found to be a great deal less. He advocated the purchase of the land at £25 per acre. (837, 323, 966, 374)
entries-cell-name: Sheep (561, 301, 577, 309)
chair-icon (182, 645, 242, 715)
bonne: W. BONNE, Agent, Ashburton. (310, 182, 389, 190)
notice-adv-text: Advertisements for THE ASHBURTON GUARDIAN must be sent in not later than 3 p.m., with the number of insertions written plainly on the copy, otherwise they will be inserted until countermanded, and charged accordingly. Replies to Advertisements must be supplied the day previous to that on which they are to be inserted. (285, 531, 414, 581)
column-6 (695, 26, 833, 1729)
petition-heading: THE PETITION FOR A SIDE SCHOOL AT TINWALD. (839, 487, 964, 504)
visit-text-a: Having for some time past meditated a visit to the Old Men's Home, I took advantage of a leisure hour the other evening to go up the hill to see the inmates of this institution. I was admitted to the Home by the Master, Mr Harris, and shown through the building. The inmates appear to be all well cared for and comfortable. (699, 249, 828, 300)
